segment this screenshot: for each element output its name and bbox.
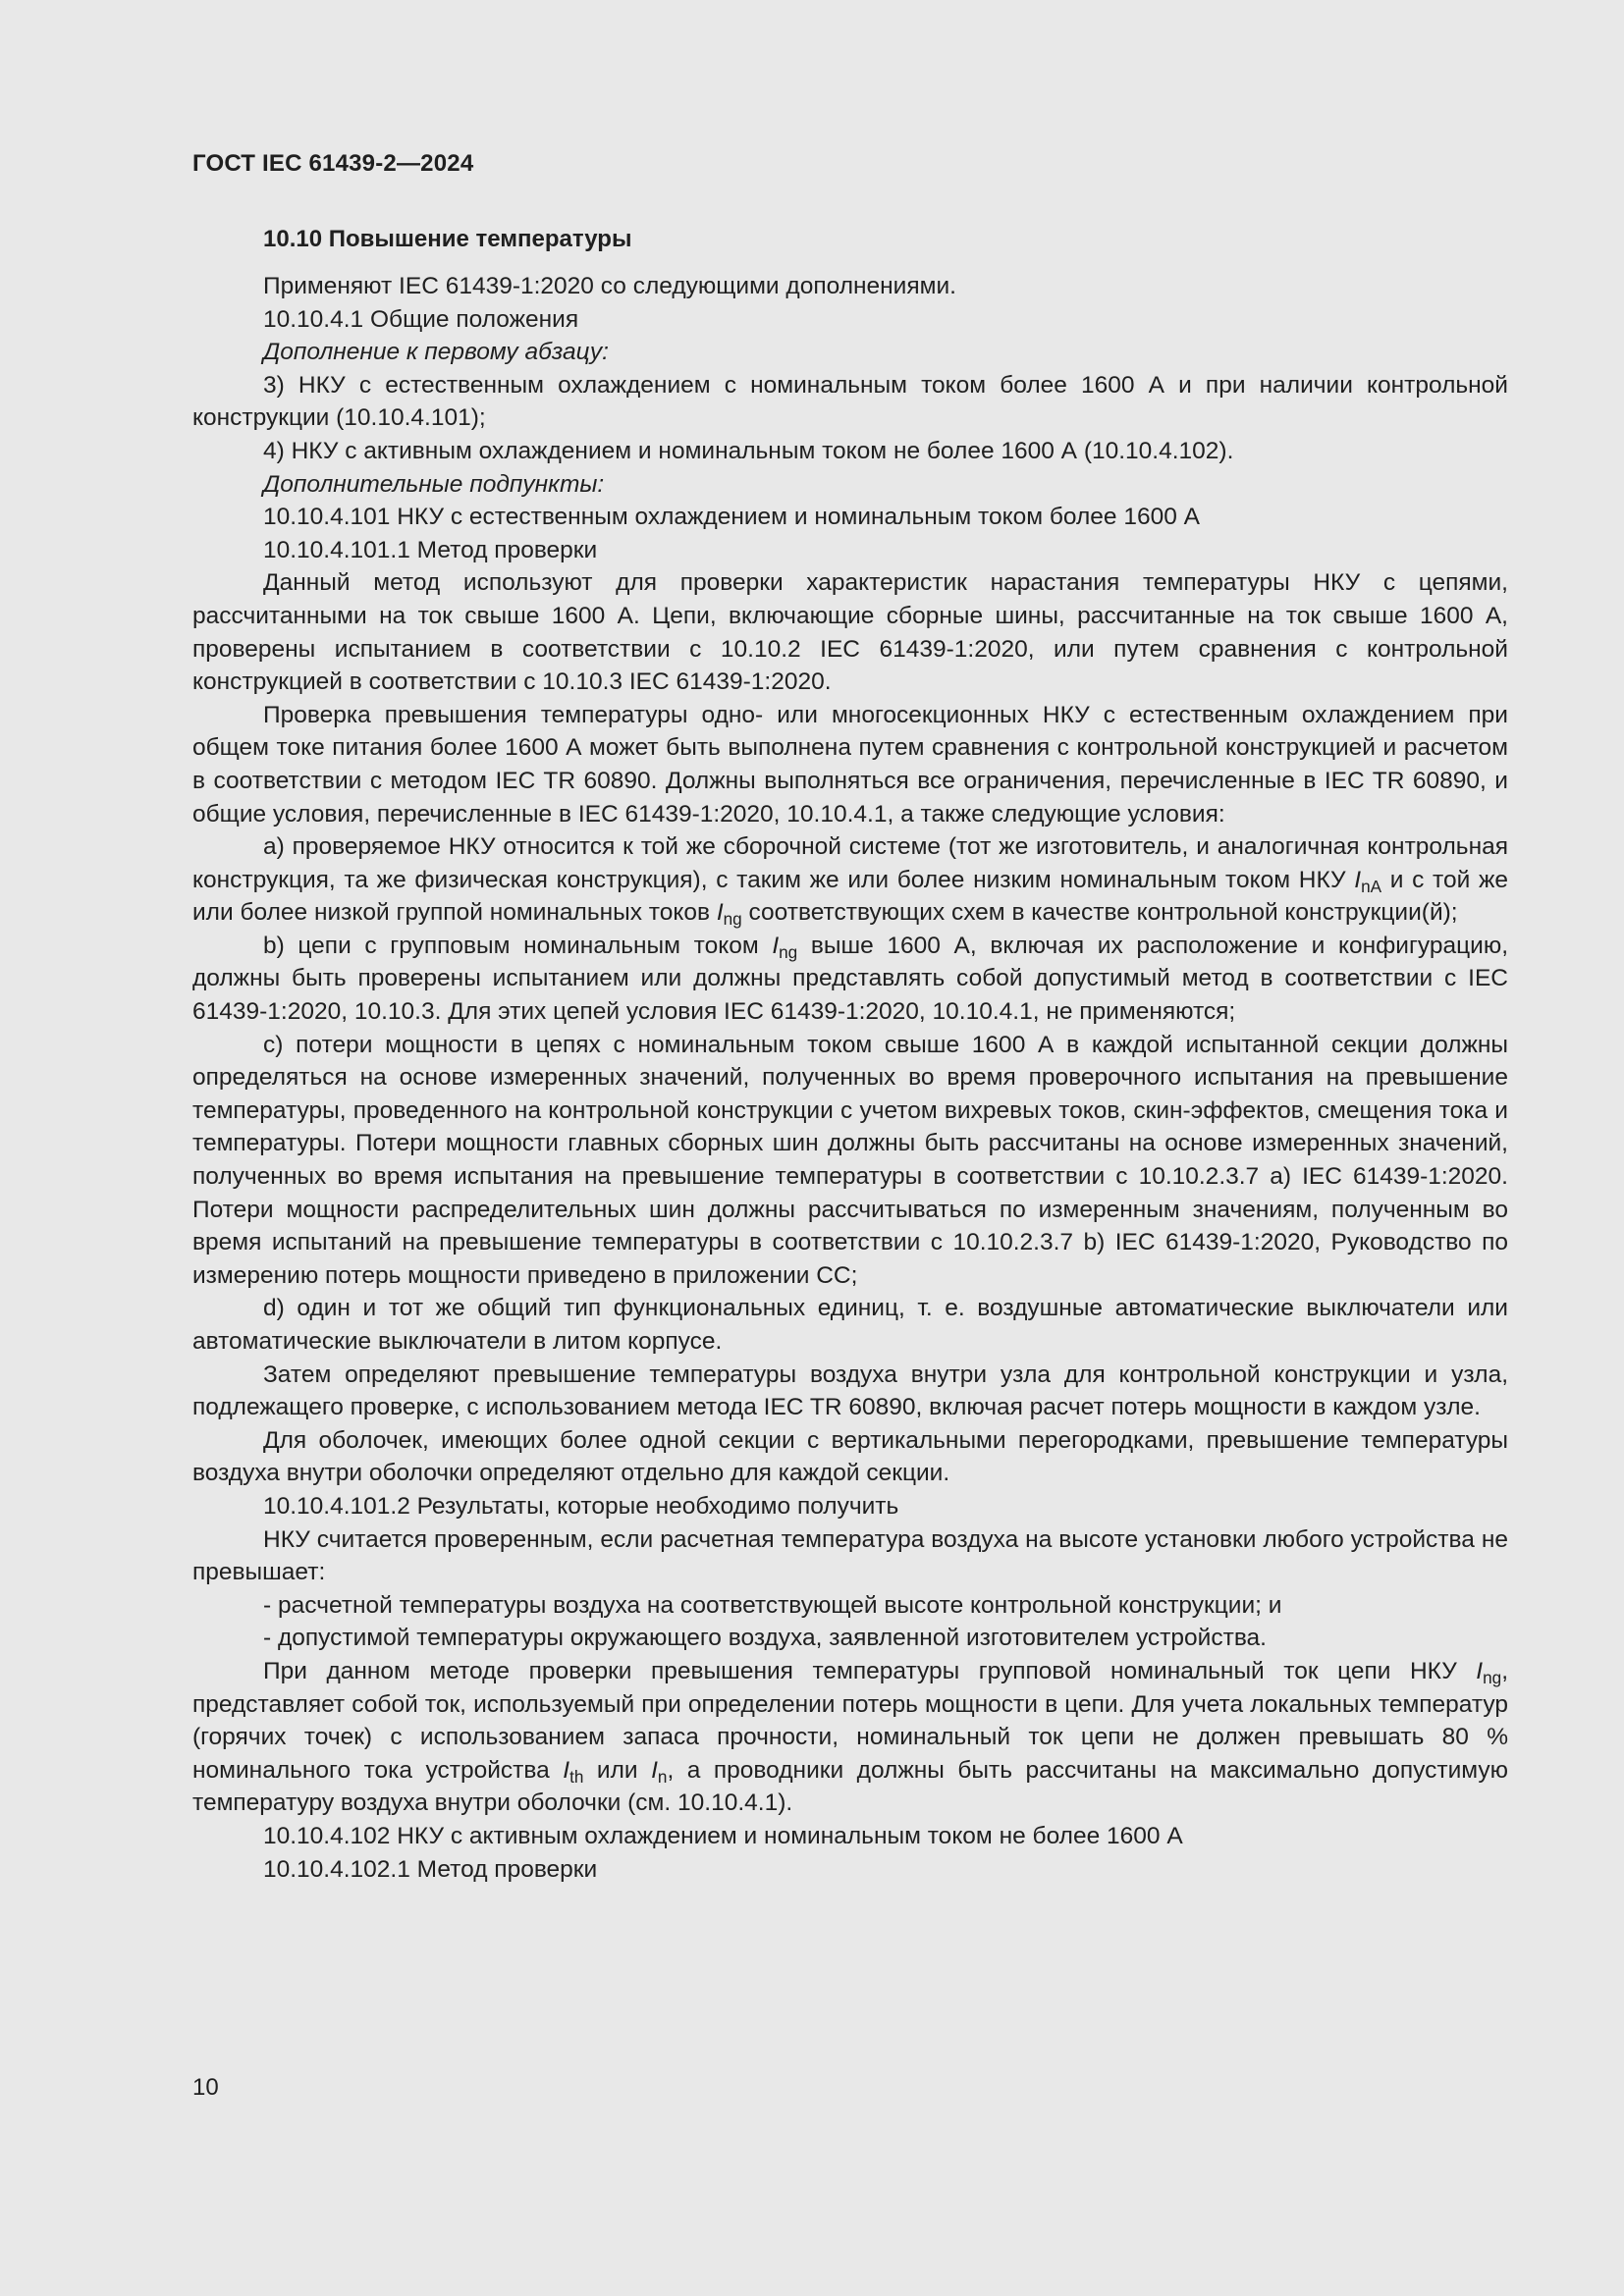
paragraph xyxy=(192,1820,1508,1853)
paragraph-text: 10.10.4.101 НКУ с естественным охлаждением и номинальным током более 1600 А xyxy=(263,504,1200,531)
paragraph xyxy=(192,699,1508,830)
paragraph xyxy=(192,303,1508,337)
paragraph xyxy=(192,1853,1508,1887)
paragraph xyxy=(192,369,1508,435)
paragraph xyxy=(192,1359,1508,1424)
paragraph xyxy=(192,830,1508,930)
paragraph-text: и с той же или более низкой группой номинальных токов xyxy=(192,866,1508,927)
paragraph xyxy=(192,270,1508,303)
italic-symbol: I xyxy=(651,1756,658,1784)
paragraph-text: Для оболочек, имеющих более одной секции с вертикальными перегородками, превышение температуры воздуха внутри оболочки определяют отдельно для каждой секции. xyxy=(192,1426,1508,1487)
paragraph-text: - расчетной температуры воздуха на соответствующей высоте контрольной конструкции; и xyxy=(263,1591,1282,1619)
paragraph xyxy=(192,1622,1508,1655)
paragraph-text: - допустимой температуры окружающего воздуха, заявленной изготовителем устройства. xyxy=(263,1625,1267,1652)
paragraph-text: b) цепи с групповым номинальным током xyxy=(263,932,773,959)
italic-symbol: I xyxy=(716,899,724,927)
subscript-text: n xyxy=(657,1766,668,1787)
paragraph-text: выше 1600 А, включая их расположение и конфигурацию, должны быть проверены испытанием или должны представлять собой допустимый метод в соответствии с IEC 61439-1:2020, 10.10.3. Для этих цепей условия IEC 61439-1:2020, 10.10.4.1, не применяются; xyxy=(192,932,1509,1026)
paragraph xyxy=(192,534,1508,567)
paragraph xyxy=(192,1523,1508,1589)
paragraph-text: a) проверяемое НКУ относится к той же сборочной системе (тот же изготовитель, и аналогичная контрольная конструкция, та же физическая конструкция), с таким же или более низким номинальным током НКУ xyxy=(192,833,1508,893)
subscript-text: th xyxy=(569,1766,584,1787)
paragraph xyxy=(192,1292,1508,1358)
paragraph xyxy=(192,336,1508,369)
section-title: 10.10 Повышение температуры xyxy=(263,226,632,252)
paragraph-text: Затем определяют превышение температуры воздуха внутри узла для контрольной конструкции и узла, подлежащего проверке, с использованием метода IEC TR 60890, включая расчет потерь мощности в каждом узле. xyxy=(192,1361,1508,1421)
paragraph-text: или xyxy=(583,1756,652,1784)
body-text xyxy=(192,270,1508,1886)
paragraph-text: соответствующих схем в качестве контрольной конструкции(й); xyxy=(741,899,1458,927)
page-number: 10 xyxy=(192,2074,219,2101)
paragraph-text: , представляет собой ток, используемый при определении потерь мощности в цепи. Для учета локальных температур (горячих точек) с использованием запаса прочности, номинальный ток цепи не должен превышать 80 % номинального тока устройства xyxy=(192,1657,1508,1784)
document-code-header: ГОСТ IEC 61439-2—2024 xyxy=(192,150,474,177)
italic-symbol: I xyxy=(1354,866,1362,893)
paragraph-text: Дополнение к первому абзацу: xyxy=(263,339,609,366)
subscript-text: ng xyxy=(1483,1668,1502,1688)
paragraph-text: 10.10.4.101.2 Результаты, которые необходимо получить xyxy=(263,1492,899,1520)
subscript-text: ng xyxy=(779,942,798,963)
paragraph-text: Дополнительные подпункты: xyxy=(263,470,605,498)
italic-symbol: I xyxy=(1476,1657,1484,1684)
subscript-text: nA xyxy=(1361,876,1382,896)
paragraph-text: d) один и тот же общий тип функциональных единиц, т. е. воздушные автоматические выключатели или автоматические выключатели в литом корпусе. xyxy=(192,1295,1508,1355)
paragraph xyxy=(192,1490,1508,1523)
paragraph-text: 10.10.4.101.1 Метод проверки xyxy=(263,536,598,563)
subscript-text: ng xyxy=(723,909,742,930)
paragraph-text: 4) НКУ с активным охлаждением и номинальным током не более 1600 А (10.10.4.102). xyxy=(263,437,1234,464)
paragraph-text: НКУ считается проверенным, если расчетная температура воздуха на высоте установки любого устройства не превышает: xyxy=(192,1525,1508,1586)
paragraph xyxy=(192,1029,1508,1293)
paragraph xyxy=(192,566,1508,698)
paragraph-text: При данном методе проверки превышения температуры групповой номинальный ток цепи НКУ xyxy=(263,1657,1477,1684)
paragraph-text: c) потери мощности в цепях с номинальным током свыше 1600 А в каждой испытанной секции должны определяться на основе измеренных значений, полученных во время проверочного испытания на превышение температуры, проведенного на контрольной конструкции с учетом вихревых токов, скин-эффектов, смещения тока и температуры. Потери мощности главных сборных шин должны быть рассчитаны на основе измеренных значений, полученных во время испытания на превышение температуры в соответствии с 10.10.2.3.7 a) IEC 61439-1:2020. Потери мощности распределительных шин должны рассчитываться по измеренным значениям, полученным во время испытаний на превышение температуры в соответствии с 10.10.2.3.7 b) IEC 61439-1:2020, Руководство по измерению потерь мощности приведено в приложении СС; xyxy=(192,1031,1508,1289)
paragraph-text: Применяют IEC 61439-1:2020 со следующими дополнениями. xyxy=(263,273,956,299)
italic-symbol: I xyxy=(563,1756,570,1784)
paragraph-text: Данный метод используют для проверки характеристик нарастания температуры НКУ с цепями, рассчитанными на ток свыше 1600 А. Цепи, включающие сборные шины, рассчитанные на ток свыше 1600 А, проверены испытанием в соответствии с 10.10.2 IEC 61439-1:2020, или путем сравнения с контрольной конструкцией в соответствии с 10.10.3 IEC 61439-1:2020. xyxy=(192,569,1508,696)
paragraph-text: 10.10.4.102.1 Метод проверки xyxy=(263,1855,598,1883)
paragraph-text: 10.10.4.102 НКУ с активным охлаждением и номинальным током не более 1600 А xyxy=(263,1822,1183,1849)
paragraph xyxy=(192,501,1508,534)
paragraph-text: 10.10.4.1 Общие положения xyxy=(263,305,579,333)
paragraph-text: , а проводники должны быть рассчитаны на максимально допустимую температуру воздуха внутри оболочки (см. 10.10.4.1). xyxy=(192,1756,1508,1817)
italic-symbol: I xyxy=(772,932,780,959)
paragraph xyxy=(192,1655,1508,1820)
paragraph xyxy=(192,1424,1508,1490)
paragraph-text: Проверка превышения температуры одно- или многосекционных НКУ с естественным охлаждением при общем токе питания более 1600 А может быть выполнена путем сравнения с контрольной конструкцией и расчетом в соответствии с методом IEC TR 60890. Должны выполняться все ограничения, перечисленные в IEC TR 60890, и общие условия, перечисленные в IEC 61439-1:2020, 10.10.4.1, а также следующие условия: xyxy=(192,701,1508,828)
paragraph xyxy=(192,435,1508,468)
paragraph xyxy=(192,1589,1508,1623)
paragraph xyxy=(192,468,1508,502)
paragraph-text: 3) НКУ с естественным охлаждением с номинальным током более 1600 А и при наличии контрольной конструкции (10.10.4.101); xyxy=(192,371,1508,432)
paragraph xyxy=(192,930,1508,1029)
